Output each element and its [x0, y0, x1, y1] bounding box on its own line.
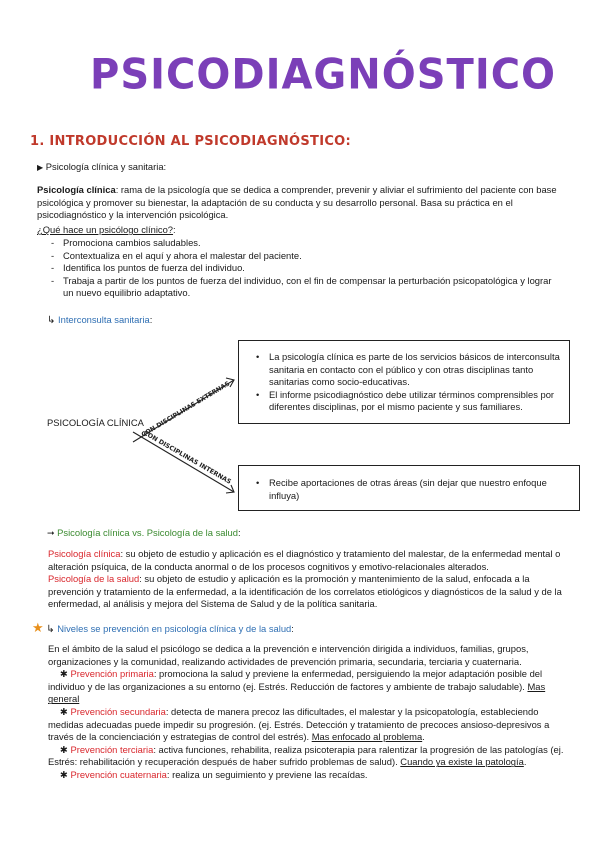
salud-paragraph: Psicología de la salud: su objeto de estudio y aplicación es la promoción y mantenimiento de la salud, enfocada a la prevención y tratamiento de la enfermedad, a la identificación de los correlatos etiológicos y diagnósticos de la salud y de la enfermedad, al análisis y mejora del Sistema de Salud y de la política sanitaria.: [48, 573, 562, 610]
star-icon: ★: [32, 620, 44, 635]
asterisk-icon: ✱: [60, 743, 68, 755]
clinica-list: [37, 237, 559, 300]
clinica-bullet-text: Psicología clínica y sanitaria:: [45, 161, 167, 172]
list-item: - Contextualiza en el aquí y ahora el malestar del paciente.: [37, 250, 559, 263]
arrow-bottom-label: CON DISCIPLINAS INTERNAS: [142, 429, 233, 486]
asterisk-icon: ✱: [60, 705, 68, 717]
niveles-intro: En el ámbito de la salud el psicólogo se dedica a la prevención e intervención dirigida a individuos, familias, grupos, organizaciones y la comunidad, realizando actividades de prevención primaria, secundaria, terciaria y cuaternaria.: [48, 643, 529, 667]
box-internal: [238, 465, 580, 511]
arrow-top-label: CON DISCIPLINAS EXTERNAS: [140, 380, 232, 439]
question-text: ¿Qué hace un psicólogo clínico?: [37, 224, 174, 235]
page-title: PSICODIAGNÓSTICO: [90, 50, 557, 100]
list-item: - Promociona cambios saludables.: [37, 237, 559, 250]
list-item: - Trabaja a partir de los puntos de fuerza del individuo, con el fin de compensar la perturbación psicopatológica y lograr un nuevo equilibrio adaptativo.: [37, 275, 559, 300]
interconsulta-label: Interconsulta sanitaria: [58, 314, 150, 325]
prevencion-cuaternaria: ✱ Prevención cuaternaria: realiza un seguimiento y previene las recaídas.: [48, 769, 564, 782]
prevencion-primaria: ✱ Prevención primaria: promociona la salud y previene la enfermedad, persiguiendo la mejor adaptación posible del individuo y de las organizaciones a su entorno (ej. Estrés. Reducción de factores y ambiente de trabajo saludable). Mas general: [48, 668, 546, 705]
right-arrow-icon: ➞: [47, 528, 55, 538]
clinica-def-term: Psicología clínica: [37, 184, 116, 195]
clinica-definition: [37, 184, 559, 222]
clinica-paragraph: Psicología clínica: su objeto de estudio y aplicación es el diagnóstico y tratamiento del malestar, de la enfermedad mental o alteración psíquica, de la conducta anormal o de los procesos cognitivos y emotivo-relacionales alterados.: [48, 548, 561, 572]
triangle-bullet-icon: ▶: [37, 163, 44, 172]
list-item: - Identifica los puntos de fuerza del individuo.: [37, 262, 559, 275]
asterisk-icon: ✱: [60, 668, 68, 680]
prevencion-secundaria: ✱ Prevención secundaria: detecta de manera precoz las dificultades, el malestar y la psicopatología, estableciendo medidas adecuadas puede impedir su progresión. (ej. Estrés. Detección y tratamiento de precoces ansioso-depresivos a través de la concienciación y estrategias de control del estrés). Mas enfocado al problema.: [48, 705, 550, 743]
niveles-label: Niveles se prevención en psicología clínica y de la salud: [57, 623, 292, 634]
box-list-item: • La psicología clínica es parte de los servicios básicos de interconsulta sanitaria en contacto con el público y con otras disciplinas tanto sanitarias como socio-educativas.: [269, 351, 561, 389]
comparacion-label: Psicología clínica vs. Psicología de la salud: [57, 527, 238, 538]
niveles-heading: ★ ↳ Niveles se prevención en psicología clínica y de la salud:: [32, 620, 294, 635]
niveles-body: [48, 643, 564, 782]
asterisk-icon: ✱: [60, 768, 68, 780]
box-list-item: • El informe psicodiagnóstico debe utilizar términos comprensibles por diferentes disciplinas, por el mismo paciente y sus familiares.: [269, 389, 561, 414]
clinica-bullet-line: [37, 161, 166, 175]
arrow-bottom-line: [133, 429, 234, 492]
comparacion-text: [48, 548, 564, 611]
comparacion-heading: ➞ Psicología clínica vs. Psicología de la salud:: [47, 527, 241, 538]
corner-arrow-icon: ↳: [46, 624, 55, 635]
clinica-question: ¿Qué hace un psicólogo clínico?:: [37, 224, 176, 235]
interconsulta-heading: ↳ Interconsulta sanitaria:: [47, 314, 153, 326]
psicologia-clinica-center-label: PSICOLOGÍA CLÍNICA: [47, 417, 144, 428]
box-list-item: • Recibe aportaciones de otras áreas (sin dejar que nuestro enfoque influya): [269, 477, 571, 502]
corner-arrow-icon: ↳: [47, 315, 56, 326]
section-heading: 1. INTRODUCCIÓN AL PSICODIAGNÓSTICO:: [30, 134, 352, 149]
box-external: [238, 340, 570, 424]
clinica-def-text: : rama de la psicología que se dedica a comprender, prevenir y aliviar el sufrimiento del paciente con base psicológica y promover su bienestar, la adaptación de su conducta y su desarrollo personal. Basa su práctica en el psicodiagnóstico y la intervención psicológica.: [37, 184, 557, 221]
prevencion-terciaria: ✱ Prevención terciaria: activa funciones, rehabilita, realiza psicoterapia para ralentizar la progresión de las patologías (ej. Estrés: rehabilitación y recuperación después de haber sufrido problemas de salud). Cuando ya existe la patología.: [48, 743, 564, 768]
